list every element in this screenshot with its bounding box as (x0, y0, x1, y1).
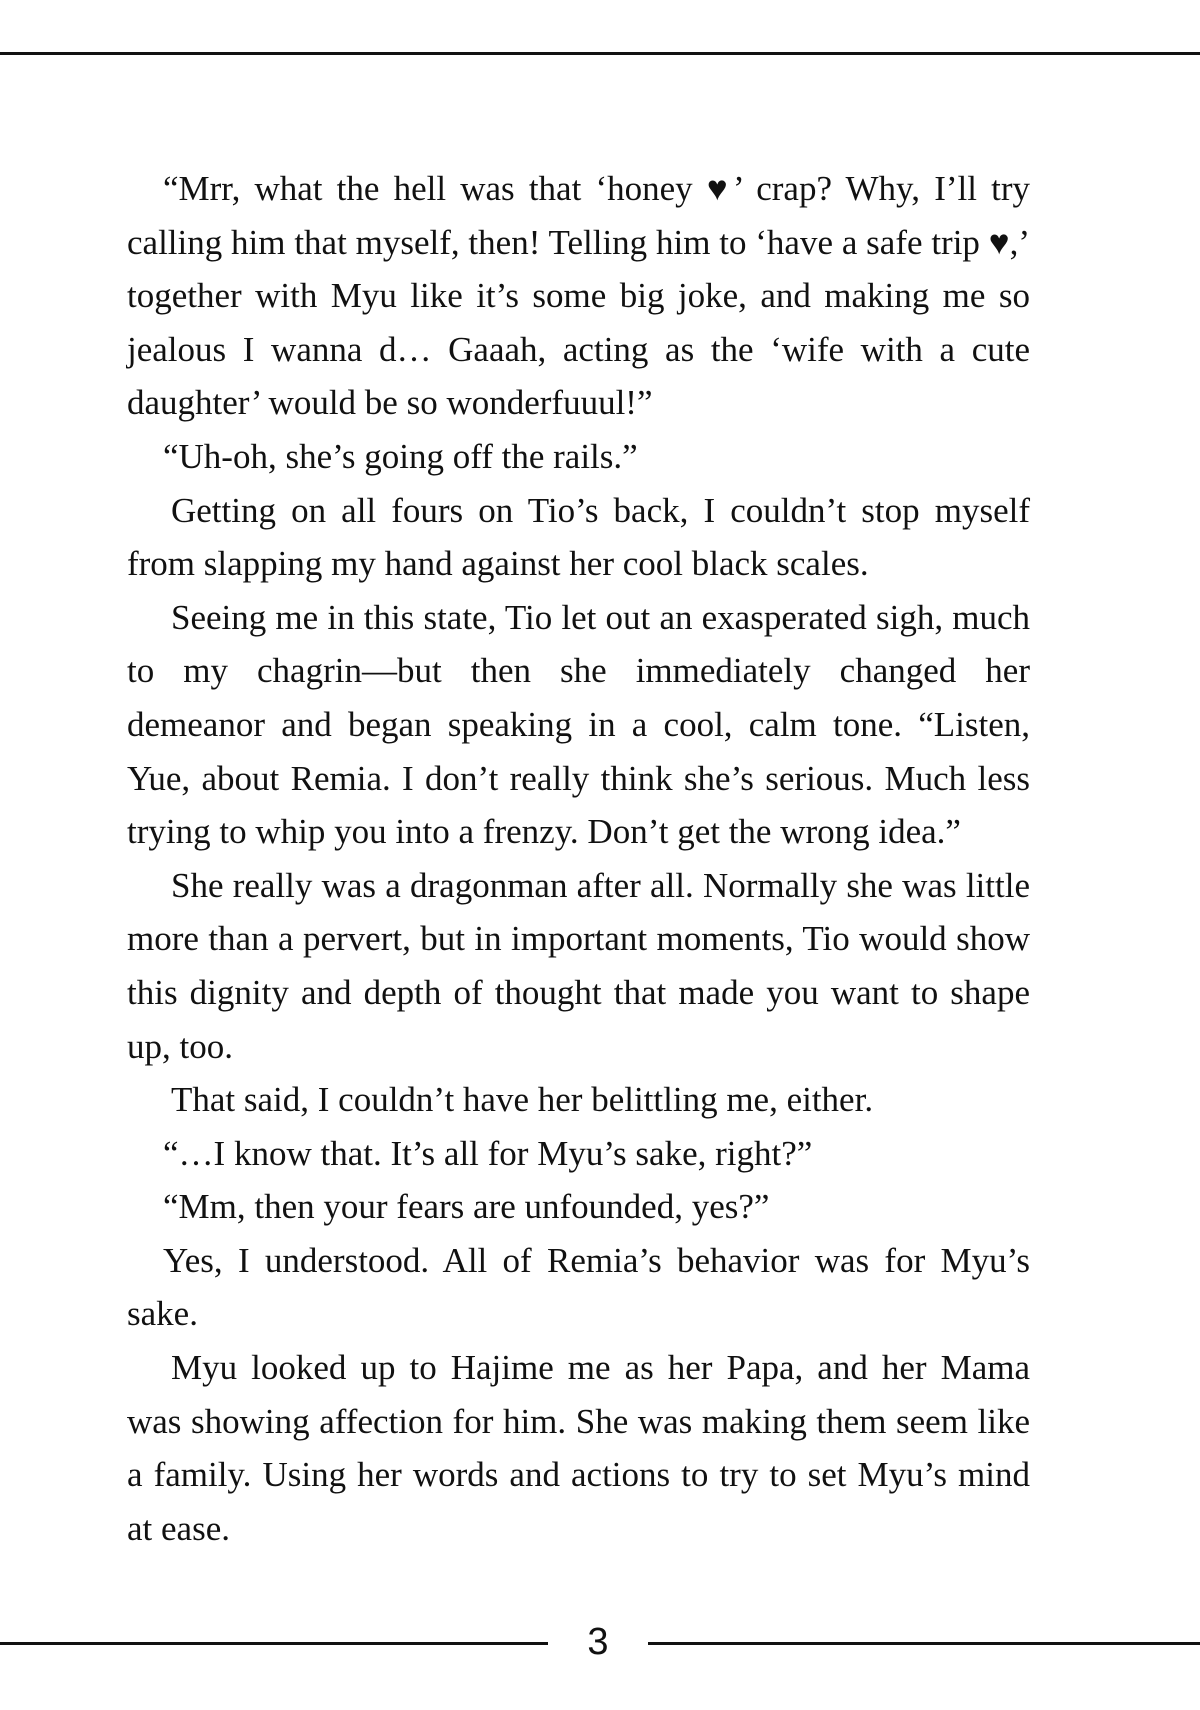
paragraph: “…I know that. It’s all for Myu’s sake, right?” (163, 1133, 813, 1173)
paragraph: Yes, I understood. All of Remia’s behavior was for Myu’s sake. (127, 1240, 1030, 1334)
footer-rule-left (0, 1642, 548, 1645)
page-number: 3 (587, 1621, 609, 1663)
footer-rule-right (648, 1642, 1200, 1645)
paragraph: Getting on all fours on Tio’s back, I couldn’t stop myself from slapping my hand against her cool black scales. (127, 490, 1030, 584)
paragraph: She really was a dragonman after all. Normally she was little more than a pervert, but in important moments, Tio would show this dignity and depth of thought that made you want to shape up, too. (127, 865, 1030, 1066)
paragraph: Seeing me in this state, Tio let out an exasperated sigh, much to my chagrin—but then she immediately changed her demeanor and began speaking in a cool, calm tone. “Listen, Yue, about Remia. I don’t really think she’s serious. Much less trying to whip you into a frenzy. Don’t get the wrong idea.” (127, 597, 1030, 852)
paragraph: “Uh-oh, she’s going off the rails.” (163, 436, 638, 476)
paragraph: “Mm, then your fears are unfounded, yes?” (163, 1187, 770, 1227)
top-rule (0, 52, 1200, 55)
body-text (127, 162, 1030, 1555)
paragraph: “Mrr, what the hell was that ‘honey ♥’ crap? Why, I’ll try calling him that myself, then! Telling him to ‘have a safe trip ♥,’ together with Myu like it’s some big joke, and making me so jealous I wanna d… Gaaah, acting as the ‘wife with a cute daughter’ would be so wonderfuuul!” (127, 169, 1030, 423)
paragraph: Myu looked up to Hajime me as her Papa, and her Mama was showing affection for him. She was making them seem like a family. Using her words and actions to try to set Myu’s mind at ease. (127, 1348, 1030, 1548)
paragraph: That said, I couldn’t have her belittling me, either. (171, 1080, 874, 1120)
